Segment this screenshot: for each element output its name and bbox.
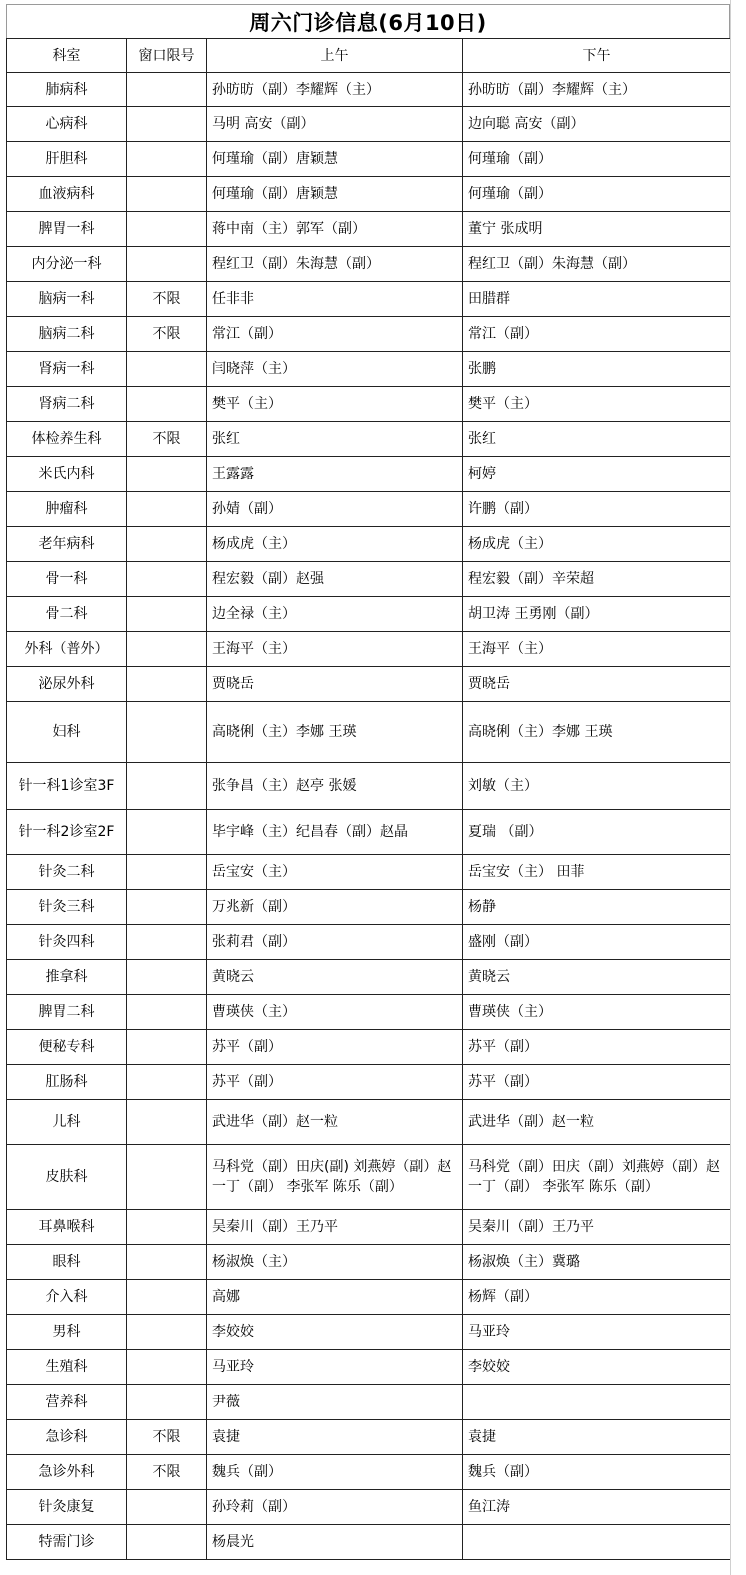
am-cell: 蒋中南（主）郭军（副） [207, 212, 463, 247]
table-row [7, 763, 731, 810]
pm-cell: 张红 [463, 422, 731, 457]
am-cell: 万兆新（副） [207, 890, 463, 925]
limit-cell: 不限 [127, 317, 207, 352]
limit-cell [127, 1385, 207, 1420]
limit-cell [127, 763, 207, 810]
am-cell: 毕宇峰（主）纪昌春（副）赵晶 [207, 810, 463, 855]
pm-cell: 贾晓岳 [463, 667, 731, 702]
dept-cell: 便秘专科 [7, 1030, 127, 1065]
dept-cell: 肝胆科 [7, 142, 127, 177]
limit-cell [127, 667, 207, 702]
sheet-gridline [730, 0, 731, 1575]
limit-cell [127, 387, 207, 422]
table-row [7, 702, 731, 763]
limit-cell [127, 995, 207, 1030]
am-cell: 孙婧（副） [207, 492, 463, 527]
pm-cell: 吴秦川（副）王乃平 [463, 1210, 731, 1245]
am-cell: 樊平（主） [207, 387, 463, 422]
limit-cell [127, 1065, 207, 1100]
limit-cell: 不限 [127, 1455, 207, 1490]
pm-cell: 杨淑焕（主）冀璐 [463, 1245, 731, 1280]
dept-cell: 心病科 [7, 107, 127, 142]
dept-cell: 脾胃一科 [7, 212, 127, 247]
table-row [7, 1525, 731, 1560]
limit-cell [127, 1145, 207, 1210]
pm-cell: 胡卫涛 王勇刚（副） [463, 597, 731, 632]
limit-cell [127, 1210, 207, 1245]
limit-cell [127, 855, 207, 890]
am-cell: 黄晓云 [207, 960, 463, 995]
table-row [7, 1490, 731, 1525]
pm-cell: 高晓俐（主）李娜 王瑛 [463, 702, 731, 763]
table-row [7, 890, 731, 925]
pm-cell: 常江（副） [463, 317, 731, 352]
dept-cell: 生殖科 [7, 1350, 127, 1385]
dept-cell: 针灸四科 [7, 925, 127, 960]
dept-cell: 骨一科 [7, 562, 127, 597]
table-row [7, 142, 731, 177]
pm-cell: 李姣姣 [463, 1350, 731, 1385]
am-cell: 何瑾瑜（副）唐颖慧 [207, 177, 463, 212]
am-cell: 魏兵（副） [207, 1455, 463, 1490]
pm-cell: 苏平（副） [463, 1030, 731, 1065]
dept-cell: 骨二科 [7, 597, 127, 632]
limit-cell [127, 890, 207, 925]
dept-cell: 泌尿外科 [7, 667, 127, 702]
dept-cell: 急诊外科 [7, 1455, 127, 1490]
table-row [7, 457, 731, 492]
dept-cell: 血液病科 [7, 177, 127, 212]
am-cell: 李姣姣 [207, 1315, 463, 1350]
am-cell: 尹薇 [207, 1385, 463, 1420]
dept-cell: 儿科 [7, 1100, 127, 1145]
limit-cell [127, 212, 207, 247]
limit-cell [127, 1030, 207, 1065]
pm-cell: 苏平（副） [463, 1065, 731, 1100]
pm-cell: 鱼江涛 [463, 1490, 731, 1525]
am-cell: 常江（副） [207, 317, 463, 352]
limit-cell [127, 177, 207, 212]
dept-cell: 针灸三科 [7, 890, 127, 925]
header-pm: 下午 [463, 39, 731, 73]
table-row [7, 1315, 731, 1350]
am-cell: 边全禄（主） [207, 597, 463, 632]
table-row [7, 995, 731, 1030]
pm-cell: 盛刚（副） [463, 925, 731, 960]
table-row [7, 492, 731, 527]
dept-cell: 急诊科 [7, 1420, 127, 1455]
am-cell: 高晓俐（主）李娜 王瑛 [207, 702, 463, 763]
pm-cell: 程宏毅（副）辛荣超 [463, 562, 731, 597]
dept-cell: 特需门诊 [7, 1525, 127, 1560]
pm-cell: 边向聪 高安（副） [463, 107, 731, 142]
pm-cell: 武进华（副）赵一粒 [463, 1100, 731, 1145]
dept-cell: 老年病科 [7, 527, 127, 562]
dept-cell: 脑病二科 [7, 317, 127, 352]
am-cell: 张莉君（副） [207, 925, 463, 960]
pm-cell [463, 1385, 731, 1420]
limit-cell [127, 562, 207, 597]
am-cell: 张争昌（主）赵亭 张媛 [207, 763, 463, 810]
dept-cell: 肿瘤科 [7, 492, 127, 527]
pm-cell: 夏瑞 （副） [463, 810, 731, 855]
am-cell: 程红卫（副）朱海慧（副） [207, 247, 463, 282]
table-row [7, 1420, 731, 1455]
table-row [7, 1145, 731, 1210]
pm-cell: 何瑾瑜（副） [463, 177, 731, 212]
limit-cell [127, 107, 207, 142]
dept-cell: 脾胃二科 [7, 995, 127, 1030]
dept-cell: 脑病一科 [7, 282, 127, 317]
limit-cell: 不限 [127, 282, 207, 317]
am-cell: 程宏毅（副）赵强 [207, 562, 463, 597]
dept-cell: 耳鼻喉科 [7, 1210, 127, 1245]
schedule-table [6, 38, 731, 1560]
dept-cell: 针一科2诊室2F [7, 810, 127, 855]
am-cell: 高娜 [207, 1280, 463, 1315]
am-cell: 何瑾瑜（副）唐颖慧 [207, 142, 463, 177]
limit-cell [127, 925, 207, 960]
am-cell: 孙昉昉（副）李耀辉（主） [207, 73, 463, 107]
table-row [7, 960, 731, 995]
table-row [7, 1030, 731, 1065]
pm-cell: 袁捷 [463, 1420, 731, 1455]
am-cell: 岳宝安（主） [207, 855, 463, 890]
limit-cell [127, 1280, 207, 1315]
dept-cell: 肺病科 [7, 73, 127, 107]
limit-cell [127, 702, 207, 763]
pm-cell: 田腊群 [463, 282, 731, 317]
pm-cell: 马科党（副）田庆（副）刘燕婷（副）赵一丁（副） 李张军 陈乐（副） [463, 1145, 731, 1210]
table-row [7, 632, 731, 667]
pm-cell: 孙昉昉（副）李耀辉（主） [463, 73, 731, 107]
table-row [7, 667, 731, 702]
limit-cell [127, 1245, 207, 1280]
am-cell: 苏平（副） [207, 1030, 463, 1065]
pm-cell: 樊平（主） [463, 387, 731, 422]
pm-cell: 曹瑛侠（主） [463, 995, 731, 1030]
pm-cell: 岳宝安（主） 田菲 [463, 855, 731, 890]
page-title: 周六门诊信息(6月10日) [6, 4, 730, 38]
table-row [7, 1245, 731, 1280]
table-row [7, 1100, 731, 1145]
am-cell: 任非非 [207, 282, 463, 317]
table-row [7, 317, 731, 352]
header-am: 上午 [207, 39, 463, 73]
pm-cell: 王海平（主） [463, 632, 731, 667]
pm-cell: 杨成虎（主） [463, 527, 731, 562]
schedule-sheet [6, 4, 730, 1560]
pm-cell: 魏兵（副） [463, 1455, 731, 1490]
pm-cell: 刘敏（主） [463, 763, 731, 810]
limit-cell [127, 352, 207, 387]
dept-cell: 针灸康复 [7, 1490, 127, 1525]
table-row [7, 73, 731, 107]
limit-cell [127, 597, 207, 632]
table-row [7, 107, 731, 142]
table-row [7, 1385, 731, 1420]
dept-cell: 外科（普外） [7, 632, 127, 667]
dept-cell: 眼科 [7, 1245, 127, 1280]
limit-cell: 不限 [127, 422, 207, 457]
dept-cell: 妇科 [7, 702, 127, 763]
pm-cell: 张鹏 [463, 352, 731, 387]
am-cell: 武进华（副）赵一粒 [207, 1100, 463, 1145]
limit-cell [127, 492, 207, 527]
limit-cell [127, 632, 207, 667]
table-row [7, 1280, 731, 1315]
header-limit: 窗口限号 [127, 39, 207, 73]
table-row [7, 1455, 731, 1490]
dept-cell: 体检养生科 [7, 422, 127, 457]
pm-cell: 何瑾瑜（副） [463, 142, 731, 177]
limit-cell: 不限 [127, 1420, 207, 1455]
table-row [7, 247, 731, 282]
limit-cell [127, 1315, 207, 1350]
dept-cell: 米氏内科 [7, 457, 127, 492]
limit-cell [127, 457, 207, 492]
am-cell: 吴秦川（副）王乃平 [207, 1210, 463, 1245]
limit-cell [127, 960, 207, 995]
dept-cell: 肾病一科 [7, 352, 127, 387]
table-row [7, 352, 731, 387]
dept-cell: 皮肤科 [7, 1145, 127, 1210]
table-row [7, 527, 731, 562]
table-row [7, 597, 731, 632]
am-cell: 马亚玲 [207, 1350, 463, 1385]
table-row [7, 1065, 731, 1100]
table-row [7, 810, 731, 855]
pm-cell: 董宁 张成明 [463, 212, 731, 247]
am-cell: 杨成虎（主） [207, 527, 463, 562]
pm-cell: 许鹏（副） [463, 492, 731, 527]
am-cell: 马明 高安（副） [207, 107, 463, 142]
dept-cell: 内分泌一科 [7, 247, 127, 282]
limit-cell [127, 1490, 207, 1525]
table-row [7, 925, 731, 960]
table-row [7, 212, 731, 247]
limit-cell [127, 142, 207, 177]
pm-cell: 马亚玲 [463, 1315, 731, 1350]
table-row [7, 422, 731, 457]
header-dept: 科室 [7, 39, 127, 73]
limit-cell [127, 247, 207, 282]
dept-cell: 男科 [7, 1315, 127, 1350]
table-row [7, 387, 731, 422]
am-cell: 苏平（副） [207, 1065, 463, 1100]
am-cell: 杨晨光 [207, 1525, 463, 1560]
am-cell: 曹瑛侠（主） [207, 995, 463, 1030]
limit-cell [127, 1525, 207, 1560]
table-row [7, 855, 731, 890]
am-cell: 贾晓岳 [207, 667, 463, 702]
table-row [7, 1210, 731, 1245]
table-row [7, 282, 731, 317]
header-row [7, 39, 731, 73]
pm-cell: 程红卫（副）朱海慧（副） [463, 247, 731, 282]
limit-cell [127, 527, 207, 562]
dept-cell: 肾病二科 [7, 387, 127, 422]
pm-cell: 黄晓云 [463, 960, 731, 995]
am-cell: 王露露 [207, 457, 463, 492]
am-cell: 闫晓萍（主） [207, 352, 463, 387]
pm-cell: 杨静 [463, 890, 731, 925]
am-cell: 孙玲莉（副） [207, 1490, 463, 1525]
dept-cell: 针一科1诊室3F [7, 763, 127, 810]
dept-cell: 营养科 [7, 1385, 127, 1420]
am-cell: 袁捷 [207, 1420, 463, 1455]
dept-cell: 肛肠科 [7, 1065, 127, 1100]
limit-cell [127, 73, 207, 107]
table-row [7, 177, 731, 212]
pm-cell [463, 1525, 731, 1560]
dept-cell: 针灸二科 [7, 855, 127, 890]
table-row [7, 1350, 731, 1385]
limit-cell [127, 1350, 207, 1385]
am-cell: 马科党（副）田庆(副) 刘燕婷（副）赵一丁（副） 李张军 陈乐（副） [207, 1145, 463, 1210]
limit-cell [127, 810, 207, 855]
dept-cell: 推拿科 [7, 960, 127, 995]
am-cell: 王海平（主） [207, 632, 463, 667]
table-row [7, 562, 731, 597]
am-cell: 张红 [207, 422, 463, 457]
pm-cell: 杨辉（副） [463, 1280, 731, 1315]
pm-cell: 柯婷 [463, 457, 731, 492]
am-cell: 杨淑焕（主） [207, 1245, 463, 1280]
limit-cell [127, 1100, 207, 1145]
dept-cell: 介入科 [7, 1280, 127, 1315]
